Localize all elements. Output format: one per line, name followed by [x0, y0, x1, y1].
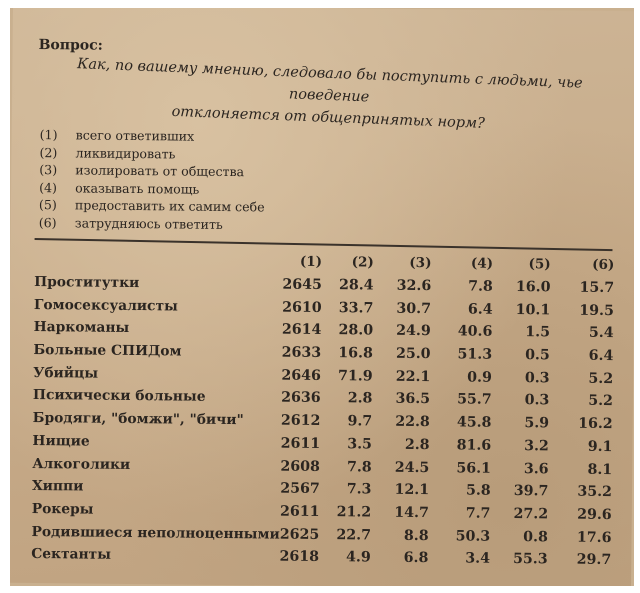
- cell-col-5: 27.2: [513, 505, 549, 523]
- cell-col-3: 24.9: [396, 323, 431, 340]
- survey-table-wrap: [31, 248, 614, 572]
- question-line-1: Как, по вашему мнению, следовало бы поступить с людьми, чье поведение: [76, 56, 583, 106]
- cell-col-3: 14.7: [394, 504, 429, 522]
- cell-col-2: 16.8: [338, 345, 373, 362]
- cell-col-5: 16.0: [515, 279, 551, 296]
- row-label: Наркоманы: [33, 319, 130, 337]
- cell-col-1: 2614: [281, 321, 322, 339]
- legend-number: (6): [38, 214, 57, 231]
- cell-col-6: 9.1: [587, 438, 613, 455]
- cell-col-2: 33.7: [338, 299, 374, 317]
- legend-text: ликвидировать: [75, 145, 176, 162]
- answer-legend: [39, 126, 266, 234]
- question-line-2: отклоняется от общепринятых норм?: [171, 103, 486, 132]
- legend-number: (3): [39, 162, 58, 178]
- cell-col-3: 8.8: [403, 527, 429, 544]
- cell-col-6: 5.2: [588, 393, 614, 410]
- cell-col-1: 2567: [280, 480, 320, 498]
- cell-col-4: 7.8: [468, 278, 493, 295]
- cell-col-2: 22.7: [336, 526, 372, 544]
- cell-col-4: 45.8: [456, 414, 492, 431]
- cell-col-2: 3.5: [347, 436, 373, 453]
- cell-col-4: 50.3: [455, 528, 491, 545]
- cell-col-5: 10.1: [515, 301, 551, 319]
- cell-col-4: 6.4: [467, 301, 493, 318]
- cell-col-1: 2618: [279, 548, 320, 566]
- cell-col-3: 22.1: [395, 368, 431, 385]
- cell-col-3: 32.6: [396, 277, 432, 295]
- header-col-3: (3): [409, 255, 432, 272]
- cell-col-6: 8.1: [587, 461, 613, 478]
- cell-col-4: 40.6: [457, 323, 493, 341]
- cell-col-4: 5.8: [465, 482, 491, 499]
- cell-col-3: 36.5: [395, 391, 431, 408]
- cell-col-2: 71.9: [338, 367, 373, 385]
- cell-col-6: 15.7: [579, 279, 615, 297]
- cell-col-5: 1.5: [525, 324, 551, 341]
- legend-text: предоставить их самим себе: [74, 197, 265, 215]
- legend-text: затрудняюсь ответить: [74, 215, 223, 232]
- cell-col-1: 2646: [281, 367, 322, 384]
- cell-col-6: 5.2: [588, 370, 614, 387]
- cell-col-2: 28.4: [338, 277, 374, 294]
- legend-number: (5): [38, 197, 57, 213]
- cell-col-6: 35.2: [577, 483, 613, 501]
- row-label: Психически больные: [32, 387, 206, 406]
- cell-col-5: 0.3: [524, 369, 550, 387]
- row-label: Хиппи: [31, 478, 84, 495]
- legend-text: изолировать от общества: [75, 162, 245, 180]
- cell-col-1: 2611: [279, 503, 320, 520]
- legend-text: всего ответивших: [75, 127, 195, 144]
- cell-col-4: 81.6: [456, 437, 492, 454]
- cell-col-6: 6.4: [588, 347, 614, 365]
- question-label: Вопрос:: [38, 37, 103, 54]
- legend-text: оказывать помощь: [75, 180, 200, 197]
- cell-col-2: 4.9: [345, 549, 371, 566]
- cell-col-5: 55.3: [513, 551, 548, 568]
- cell-col-2: 7.3: [346, 481, 372, 498]
- survey-table: [31, 248, 614, 572]
- cell-col-2: 28.0: [338, 322, 374, 339]
- cell-col-3: 12.1: [394, 481, 430, 499]
- header-col-4: (4): [470, 255, 494, 273]
- row-label: Проститутки: [34, 274, 140, 292]
- cell-col-2: 2.8: [347, 390, 373, 408]
- cell-col-1: 2633: [281, 344, 322, 362]
- header-label-cell: [34, 248, 282, 273]
- row-label: Нищие: [32, 432, 90, 450]
- cell-col-2: 9.7: [347, 413, 373, 430]
- cell-col-3: 30.7: [396, 300, 432, 317]
- row-label: Рокеры: [31, 500, 94, 518]
- book-page: [10, 8, 634, 586]
- cell-col-6: 16.2: [578, 415, 613, 433]
- legend-number: (4): [39, 179, 58, 195]
- cell-col-6: 5.4: [588, 325, 614, 342]
- cell-col-3: 6.8: [403, 550, 429, 567]
- cell-col-4: 55.7: [457, 391, 492, 409]
- cell-col-1: 2645: [282, 276, 322, 294]
- cell-col-6: 19.5: [579, 302, 614, 319]
- cell-col-5: 39.7: [513, 483, 549, 500]
- cell-col-5: 0.5: [525, 347, 550, 364]
- cell-col-1: 2610: [282, 299, 322, 316]
- cell-col-5: 3.2: [524, 437, 549, 455]
- table-row: [31, 543, 611, 572]
- legend-item: [39, 214, 265, 234]
- row-label: Родившиеся неполноценными: [31, 523, 280, 543]
- cell-col-3: 24.5: [394, 459, 430, 476]
- cell-col-2: 7.8: [346, 458, 372, 476]
- cell-col-5: 5.9: [524, 415, 550, 432]
- legend-number: (2): [39, 144, 58, 160]
- row-label: Убийцы: [33, 364, 99, 382]
- header-col-5: (5): [528, 256, 551, 273]
- cell-col-4: 51.3: [457, 346, 493, 363]
- cell-col-5: 0.3: [524, 392, 550, 409]
- cell-col-1: 2636: [281, 390, 321, 407]
- row-label: Сектанты: [31, 546, 112, 564]
- row-label: Гомосексуалисты: [33, 296, 178, 315]
- cell-col-4: 7.7: [465, 505, 491, 522]
- cell-col-6: 17.6: [576, 529, 612, 546]
- row-label: Алкоголики: [32, 455, 131, 473]
- row-label: Больные СПИДом: [33, 342, 182, 360]
- cell-col-2: 21.2: [336, 504, 372, 521]
- cell-col-1: 2612: [280, 412, 321, 430]
- legend-number: (1): [39, 127, 58, 143]
- cell-col-1: 2625: [279, 526, 320, 543]
- cell-col-4: 3.4: [465, 550, 491, 568]
- cell-col-5: 3.6: [523, 460, 549, 477]
- photo-frame: [10, 8, 634, 586]
- cell-col-6: 29.6: [577, 506, 612, 523]
- cell-col-3: 2.8: [404, 436, 430, 453]
- cell-col-3: 25.0: [395, 345, 431, 363]
- cell-col-1: 2608: [280, 458, 321, 475]
- cell-col-3: 22.8: [395, 413, 430, 431]
- cell-col-6: 29.7: [576, 551, 612, 569]
- header-col-6: (6): [592, 257, 615, 274]
- header-col-2: (2): [351, 254, 374, 271]
- row-label: Бродяги, "бомжи", "бичи": [32, 410, 244, 429]
- cell-col-4: 0.9: [467, 369, 492, 386]
- cell-col-4: 56.1: [456, 459, 492, 477]
- cell-col-5: 0.8: [523, 528, 548, 545]
- header-col-1: (1): [299, 254, 323, 271]
- cell-col-1: 2611: [280, 435, 321, 452]
